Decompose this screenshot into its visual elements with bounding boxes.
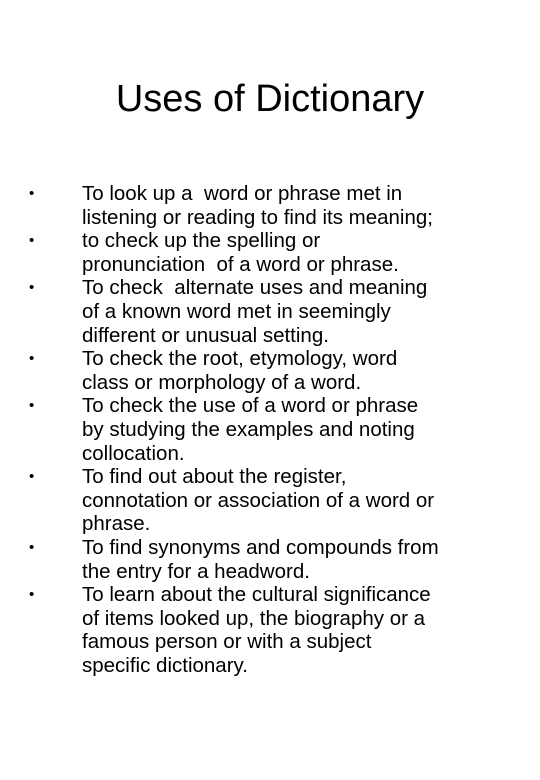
list-item	[0, 394, 540, 465]
list-item-text-line: To check alternate uses and meaning	[82, 276, 428, 300]
list-item-text-line: connotation or association of a word or	[82, 488, 435, 512]
list-item-text-line: different or unusual setting.	[82, 323, 329, 347]
list-item	[0, 276, 540, 347]
bullet-icon: •	[29, 350, 35, 368]
bullet-list	[0, 182, 540, 677]
list-item	[0, 536, 540, 583]
list-item-text-line: To check the root, etymology, word	[82, 347, 398, 371]
bullet-icon: •	[29, 468, 35, 486]
list-item-text-line: specific dictionary.	[82, 653, 248, 677]
list-item	[0, 583, 540, 677]
list-item-text-line: of items looked up, the biography or a	[82, 606, 426, 630]
list-item-text-line: To find out about the register,	[82, 465, 347, 489]
list-item	[0, 182, 540, 229]
list-item-text-line: phrase.	[82, 512, 151, 536]
list-item-text-line: To look up a word or phrase met in	[82, 182, 403, 205]
list-item	[0, 465, 540, 536]
list-item-text-line: collocation.	[82, 441, 185, 465]
list-item-text-line: To check the use of a word or phrase	[82, 394, 419, 418]
list-item-text-line: the entry for a headword.	[82, 559, 310, 583]
bullet-icon: •	[29, 232, 35, 250]
list-item	[0, 229, 540, 276]
list-item-text-line: To learn about the cultural significance	[82, 583, 431, 607]
list-item	[0, 347, 540, 394]
list-item-text-line: to check up the spelling or	[82, 229, 321, 253]
bullet-icon: •	[29, 279, 35, 297]
page-title: Uses of Dictionary	[115, 78, 425, 120]
list-item-text-line: listening or reading to find its meaning;	[82, 205, 433, 229]
list-item-text-line: famous person or with a subject	[82, 630, 372, 654]
bullet-icon: •	[29, 586, 35, 604]
list-item-text-line: by studying the examples and noting	[82, 417, 415, 441]
list-item-text-line: To find synonyms and compounds from	[82, 535, 439, 559]
bullet-icon: •	[29, 185, 35, 202]
list-item-text-line: of a known word met in seemingly	[82, 299, 391, 323]
list-item-text-line: pronunciation of a word or phrase.	[82, 252, 399, 276]
bullet-icon: •	[29, 397, 35, 415]
bullet-icon: •	[29, 538, 35, 556]
list-item-text-line: class or morphology of a word.	[82, 370, 362, 394]
